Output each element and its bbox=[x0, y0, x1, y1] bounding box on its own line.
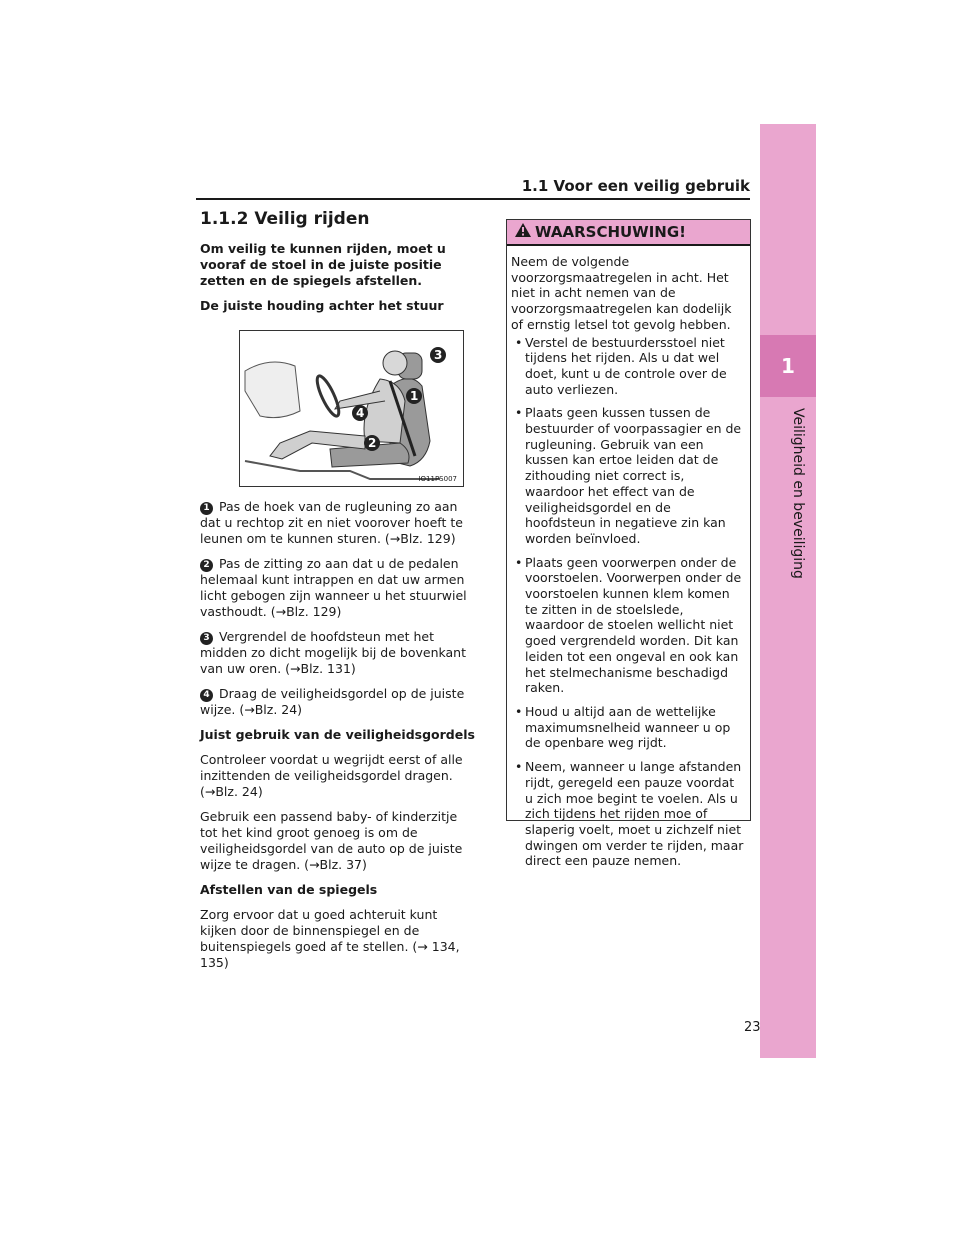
page-number: 23 bbox=[744, 1020, 761, 1035]
callout-4: 4 bbox=[356, 406, 365, 420]
item-4 bbox=[200, 686, 475, 718]
warning-bullet: • Plaats geen voorwerpen onder de voorstoelen. Voorwerpen onder de voorstoelen kunnen klem komen te zitten in de stoelslede, waardoor de stoelen wellicht niet goed vergrendeld worden. Dit kan leiden tot een ongeval en ook kan het stelmechanisme beschadigd raken. bbox=[515, 554, 742, 696]
item-1 bbox=[200, 499, 475, 547]
seatbelt-paragraph-1: Controleer voordat u wegrijdt eerst of alle inzittenden de veiligheidsgordel dragen. (→Blz. 24) bbox=[200, 752, 463, 799]
warning-bullet: • Houd u altijd aan de wettelijke maximumsnelheid wanneer u op de openbare weg rijdt. bbox=[515, 703, 731, 751]
warning-body bbox=[507, 246, 750, 869]
item-text: Vergrendel de hoofdsteun met het midden zo dicht mogelijk bij de bovenkant van uw oren. (→Blz. 131) bbox=[200, 629, 466, 676]
chapter-number: 1 bbox=[760, 335, 816, 397]
chapter-label: Veiligheid en beveiliging bbox=[790, 408, 806, 579]
intro-text: Om veilig te kunnen rijden, moet u vooraf de stoel in de juiste positie zetten en de spiegels afstellen. bbox=[200, 241, 446, 288]
running-header: 1.1 Voor een veilig gebruik bbox=[521, 177, 750, 195]
callout-2: 2 bbox=[368, 436, 377, 450]
item-text: Pas de hoek van de rugleuning zo aan dat u rechtop zit en niet voorover hoeft te leunen om te kunnen sturen. (→Blz. 129) bbox=[200, 499, 463, 546]
section-title: 1.1.2 Veilig rijden bbox=[200, 209, 370, 229]
bullet-text: Houd u altijd aan de wettelijke maximumsnelheid wanneer u op de openbare weg rijdt. bbox=[525, 703, 731, 751]
number-badge: 3 bbox=[200, 632, 213, 645]
warning-intro: Neem de volgende voorzorgsmaatregelen in acht. Het niet in acht nemen van de voorzorgsmaatregelen kan dodelijk of ernstig letsel tot gevolg hebben. bbox=[511, 254, 732, 332]
warning-icon bbox=[515, 223, 531, 241]
header-rule bbox=[196, 198, 750, 200]
subheading-seatbelts: Juist gebruik van de veiligheidsgordels bbox=[200, 727, 475, 742]
callout-3: 3 bbox=[434, 348, 443, 362]
callout-1: 1 bbox=[410, 389, 419, 403]
item-2 bbox=[200, 556, 475, 620]
bullet-text: Verstel de bestuurdersstoel niet tijdens het rijden. Als u dat wel doet, kunt u de controle over de auto verliezen. bbox=[525, 334, 727, 397]
bullet-text: Neem, wanneer u lange afstanden rijdt, geregeld een pauze voordat u zich moe begint te voelen. Als u zich tijdens het rijden moe of slaperig voelt, moet u zichzelf niet dwingen om verder te rijden, maar direct een pauze nemen. bbox=[525, 759, 744, 869]
warning-bullet: • Verstel de bestuurdersstoel niet tijdens het rijden. Als u dat wel doet, kunt u de controle over de auto verliezen. bbox=[515, 334, 727, 397]
number-badge: 2 bbox=[200, 559, 213, 572]
bullet-text: Plaats geen voorwerpen onder de voorstoelen. Voorwerpen onder de voorstoelen kunnen klem komen te zitten in de stoelslede, waardoor de stoelen wellicht niet goed vergrendeld worden. Dit kan leiden tot een ongeval en ook kan het stelmechanisme beschadigd raken. bbox=[525, 554, 742, 696]
warning-bullet: • Plaats geen kussen tussen de bestuurder of voorpassagier en de rugleuning. Gebruik van een kussen kan ertoe leiden dat de zithouding niet correct is, waardoor het effect van de veiligheidsgordel en de hoofdsteun in negatieve zin kan worden beïnvloed. bbox=[515, 405, 742, 546]
item-3 bbox=[200, 629, 475, 677]
subheading-driving-position: De juiste houding achter het stuur bbox=[200, 298, 444, 313]
number-badge: 1 bbox=[200, 502, 213, 515]
bullet-text: Plaats geen kussen tussen de bestuurder of voorpassagier en de rugleuning. Gebruik van een kussen kan ertoe leiden dat de zithouding niet correct is, waardoor het effect van de veiligheidsgordel en de hoofdsteun in negatieve zin kan worden beïnvloed. bbox=[525, 405, 742, 546]
warning-title: WAARSCHUWING! bbox=[535, 223, 687, 241]
left-column bbox=[200, 205, 475, 980]
subheading-mirrors: Afstellen van de spiegels bbox=[200, 882, 378, 897]
driver-seat-diagram bbox=[240, 331, 463, 486]
number-badge: 4 bbox=[200, 689, 213, 702]
item-text: Draag de veiligheidsgordel op de juiste wijze. (→Blz. 24) bbox=[200, 686, 465, 717]
warning-bullet: • Neem, wanneer u lange afstanden rijdt, geregeld een pauze voordat u zich moe begint te voelen. Als u zich tijdens het rijden moe of slaperig voelt, moet u zichzelf niet dwingen om verder te rijden, maar direct een pauze nemen. bbox=[515, 759, 744, 869]
seatbelt-paragraph-2: Gebruik een passend baby- of kinderzitje tot het kind groot genoeg is om de veiligheidsgordel van de auto op de juiste wijze te dragen. (→Blz. 37) bbox=[200, 809, 463, 872]
item-text: Pas de zitting zo aan dat u de pedalen helemaal kunt intrappen en dat uw armen licht gebogen zijn wanneer u het stuurwiel vasthoudt. (→Blz. 129) bbox=[200, 556, 467, 619]
warning-header bbox=[507, 220, 750, 246]
driving-position-illustration bbox=[239, 330, 464, 487]
mirrors-paragraph: Zorg ervoor dat u goed achteruit kunt kijken door de binnenspiegel en de buitenspiegels goed af te stellen. (→ 134, 135) bbox=[200, 907, 460, 970]
warning-box bbox=[506, 219, 751, 869]
figure-code: IO11PS007 bbox=[418, 475, 457, 483]
